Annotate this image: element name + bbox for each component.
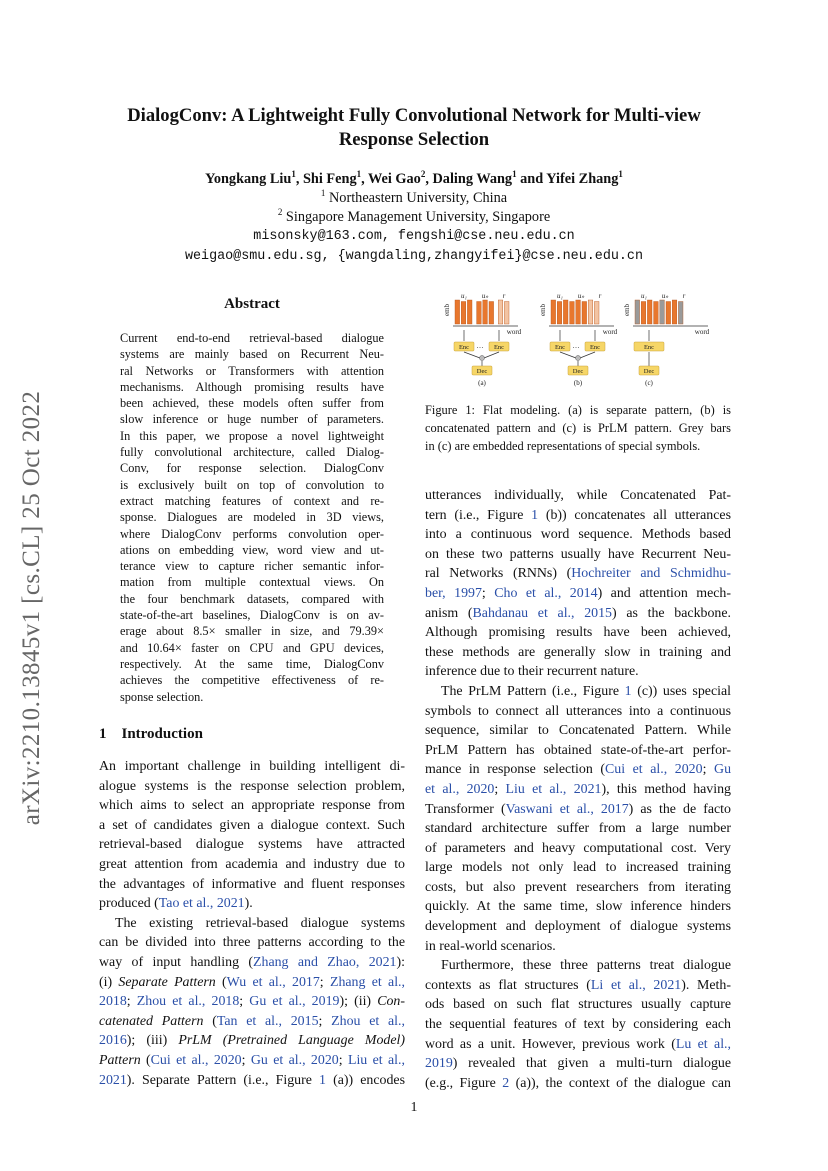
embedding-bar bbox=[647, 300, 652, 324]
paper-title bbox=[90, 104, 738, 152]
text-line bbox=[425, 506, 731, 526]
citation-link[interactable]: 1 bbox=[319, 1072, 326, 1088]
embedding-bar bbox=[489, 302, 494, 325]
citation-link[interactable]: Bahdanau et al., 2015 bbox=[472, 605, 612, 621]
embedding-bar bbox=[477, 302, 482, 325]
un-label: uₙ bbox=[481, 292, 489, 300]
section-title: Introduction bbox=[121, 726, 203, 742]
embedding-bar bbox=[641, 302, 646, 325]
text-run: way of input handling ( bbox=[99, 954, 254, 970]
author-list: Yongkang Liu$^1$, Shi Feng$^1$, Wei Gao$^2$, Daling Wang$^1$ and Yifei Zhang$^1$ bbox=[205, 169, 623, 187]
abstract-heading: Abstract bbox=[224, 296, 280, 312]
abstract-body bbox=[120, 330, 384, 705]
author-affiliation-mark: 2 bbox=[420, 169, 426, 179]
text-line bbox=[425, 956, 731, 976]
text-line bbox=[99, 1071, 405, 1091]
ellipsis: … bbox=[572, 342, 580, 350]
text-line bbox=[425, 721, 731, 741]
affiliation-2 bbox=[90, 207, 738, 227]
author-name: Yifei Zhang bbox=[546, 171, 619, 187]
citation-link[interactable]: Gu et al., 2019 bbox=[249, 994, 340, 1010]
text-run: mance in response selection ( bbox=[425, 762, 605, 778]
embedding-bar bbox=[594, 302, 599, 325]
text-run: ; bbox=[702, 762, 715, 778]
text-line bbox=[425, 525, 731, 545]
affiliation-text: Singapore Management University, Singapore bbox=[285, 209, 551, 225]
author bbox=[368, 171, 425, 187]
text-line bbox=[425, 780, 731, 800]
abstract-line: fully convolutional architecture, called Dialog- bbox=[120, 445, 384, 460]
text-line bbox=[99, 835, 405, 855]
author bbox=[432, 171, 516, 187]
citation-link[interactable]: 1 bbox=[624, 683, 632, 699]
author bbox=[546, 171, 623, 187]
text-run: utterances individually, while Concatenated Pat- bbox=[425, 488, 731, 503]
citation-link[interactable]: Cui et al., 2020 bbox=[604, 762, 703, 778]
italic-text: PrLM (Pretrained Language Model) bbox=[178, 1033, 406, 1049]
text-run: sequence, similar to Concatenated Pattern. While bbox=[425, 723, 731, 739]
italic-text: catenated Pattern bbox=[99, 1013, 204, 1029]
author bbox=[205, 171, 296, 187]
text-line bbox=[99, 914, 405, 934]
text-run: (a)), the context of the dialogue can bbox=[509, 1075, 732, 1091]
r-label: r bbox=[598, 292, 602, 300]
decoder-label: Dec bbox=[643, 368, 655, 375]
caption-line: in (c) are embedded representations of special symbols. bbox=[425, 439, 701, 453]
text-run: great attention from academia and industry due to bbox=[99, 856, 405, 872]
citation-link[interactable]: Li et al., 2021 bbox=[590, 977, 682, 993]
text-run: ); (ii) bbox=[339, 994, 378, 1010]
abstract-line: mation from multiple contextual views. On bbox=[120, 575, 384, 590]
text-line bbox=[425, 604, 731, 624]
encoder-label: Enc bbox=[493, 344, 505, 351]
text-run: ) revealed that given a multi-turn dialogue bbox=[452, 1056, 731, 1072]
text-run: ; bbox=[494, 781, 506, 797]
title-line: Response Selection bbox=[338, 129, 490, 150]
text-run: development and deployment of dialogue systems bbox=[425, 919, 731, 935]
text-line bbox=[425, 976, 731, 996]
text-line bbox=[99, 1051, 405, 1071]
ellipsis: … bbox=[476, 342, 484, 350]
abstract-line: the four benchmark datasets, compared with bbox=[120, 591, 384, 606]
word-axis-label: word bbox=[506, 328, 522, 336]
citation-link[interactable]: Wu et al., 2017 bbox=[226, 974, 320, 990]
text-run: ; bbox=[319, 974, 330, 990]
embedding-bar bbox=[582, 302, 587, 325]
abstract-line: sponse. Dialogues are modeled in 3D views, bbox=[120, 510, 384, 525]
text-run: anism ( bbox=[425, 605, 473, 621]
text-run: quickly. At the same time, slow inference hinders bbox=[425, 899, 731, 915]
arxiv-stamp-text: arXiv:2210.13845v1 [cs.CL] 25 Oct 2022 bbox=[18, 390, 45, 826]
text-run: ral Networks (RNNs) ( bbox=[425, 566, 572, 582]
text-run: retrieval-based dialogue systems have attracted bbox=[99, 837, 405, 853]
text-line bbox=[425, 839, 731, 859]
text-line bbox=[99, 816, 405, 836]
text-run: (e.g., Figure bbox=[425, 1075, 503, 1091]
text-line bbox=[99, 953, 405, 973]
text-line bbox=[425, 858, 731, 878]
text-line bbox=[99, 777, 405, 797]
author-name: Daling Wang bbox=[432, 171, 513, 187]
embedding-bar bbox=[483, 300, 488, 324]
citation-link[interactable]: Zhang et al., bbox=[329, 974, 406, 990]
un-label: uₙ bbox=[661, 292, 669, 300]
text-line bbox=[425, 995, 731, 1015]
figure-1-caption bbox=[425, 401, 731, 455]
text-line bbox=[425, 878, 731, 898]
text-line bbox=[425, 741, 731, 761]
email-line: misonsky@163.com, fengshi@cse.neu.edu.cn bbox=[253, 229, 575, 244]
abstract-line: achieves the competitive effectiveness of re- bbox=[120, 673, 384, 688]
embedding-bar bbox=[551, 300, 556, 324]
abstract-line: slow inference or huge number of parameters. bbox=[120, 412, 384, 427]
text-line bbox=[425, 643, 731, 663]
embedding-bar bbox=[461, 302, 466, 325]
text-run: ; bbox=[338, 1052, 348, 1068]
decoder-label: Dec bbox=[572, 368, 584, 375]
citation-link[interactable]: Lu et al., bbox=[675, 1036, 732, 1052]
text-run: ( bbox=[140, 1052, 151, 1068]
text-line bbox=[425, 760, 731, 780]
abstract-line: In this paper, we propose a novel lightweight bbox=[120, 428, 384, 443]
text-line bbox=[425, 800, 731, 820]
embedding-bar bbox=[576, 300, 581, 324]
citation-link[interactable]: Zhou et al., bbox=[331, 1013, 405, 1029]
citation-link[interactable]: Vaswani et al., 2017 bbox=[505, 801, 629, 817]
embedding-bar bbox=[666, 302, 671, 325]
merge-node bbox=[480, 356, 485, 361]
italic-text: Con- bbox=[377, 994, 405, 1010]
text-line bbox=[99, 757, 405, 777]
citation-link[interactable]: Tao et al., 2021 bbox=[158, 896, 245, 912]
r-label: r bbox=[682, 292, 686, 300]
text-run: (b)) concatenates all utterances bbox=[538, 507, 731, 523]
citation-link[interactable]: Tan et al., 2015 bbox=[216, 1013, 319, 1029]
subfigure-label: (c) bbox=[645, 379, 653, 387]
text-line bbox=[99, 973, 405, 993]
u1-label: u₁ bbox=[557, 292, 563, 300]
text-line bbox=[425, 1074, 731, 1094]
text-run: a set of candidates given a dialogue context. Such bbox=[99, 817, 405, 833]
text-run: Furthermore, these three patterns treat dialogue bbox=[441, 958, 731, 974]
text-run: contexts as flat structures ( bbox=[425, 977, 591, 993]
figure-1-flat-modeling bbox=[440, 290, 725, 388]
affiliation-text: Northeastern University, China bbox=[328, 190, 508, 206]
citation-link[interactable]: ber, 1997 bbox=[425, 585, 482, 601]
embedding-bar bbox=[570, 302, 575, 325]
citation-link[interactable]: Liu et al., 2021 bbox=[505, 781, 602, 797]
merge-node bbox=[576, 356, 581, 361]
text-line bbox=[99, 933, 405, 953]
text-run: Transformer ( bbox=[425, 801, 506, 817]
emb-label: emb bbox=[623, 303, 631, 317]
text-run: (a)) encodes bbox=[325, 1072, 405, 1088]
italic-text: Separate Pattern bbox=[118, 974, 216, 990]
text-run: inference due to their recurrent nature. bbox=[425, 664, 639, 680]
abstract-line: where DialogConv performs convolution oper- bbox=[120, 526, 384, 541]
author-name: Shi Feng bbox=[302, 171, 357, 187]
author-affiliation-mark: 1 bbox=[618, 169, 623, 179]
text-line bbox=[425, 937, 731, 957]
citation-link[interactable]: Zhou et al., 2018 bbox=[136, 994, 240, 1010]
text-line bbox=[425, 486, 731, 506]
abstract-line: extract matching features of context and re- bbox=[120, 493, 384, 508]
text-run: ; bbox=[239, 994, 250, 1010]
citation-link[interactable]: Liu et al., bbox=[347, 1052, 405, 1068]
text-line bbox=[425, 623, 731, 643]
decoder-label: Dec bbox=[476, 368, 488, 375]
text-run: symbols to connect all utterances into a continuous bbox=[425, 703, 731, 719]
title-line: DialogConv: A Lightweight Fully Convolutional Network for Multi-view bbox=[127, 105, 701, 126]
text-line bbox=[99, 992, 405, 1012]
abstract-line: respectively. At the same time, DialogConv bbox=[120, 656, 384, 671]
text-run: ( bbox=[215, 974, 227, 990]
text-run: (c)) uses special bbox=[631, 683, 732, 699]
text-run: The PrLM Pattern (i.e., Figure bbox=[441, 683, 625, 699]
text-run: ). bbox=[244, 896, 253, 912]
abstract-line: ral Networks or Transformers with attention bbox=[120, 363, 384, 378]
abstract-line: systems are mainly based on Recurrent Neu- bbox=[120, 347, 384, 362]
page-number: 1 bbox=[410, 1100, 418, 1115]
text-run: costs, but also prevent researchers from iterating bbox=[425, 879, 731, 895]
text-run: alogue systems is the response selection problem, bbox=[99, 778, 405, 794]
text-line bbox=[425, 662, 731, 682]
text-run: ; bbox=[481, 585, 495, 601]
text-run: large models not only lead to increased training bbox=[425, 860, 731, 876]
text-run: the advantages of informative and fluent responses bbox=[99, 876, 405, 892]
author-affiliation-mark: 1 bbox=[512, 169, 517, 179]
affiliation-number: 2 bbox=[277, 207, 283, 217]
caption-line: concatenated pattern and (c) is PrLM pattern. Grey bars bbox=[425, 421, 731, 435]
citation-link[interactable]: 2 bbox=[502, 1075, 510, 1091]
text-run: ), this method having bbox=[601, 781, 731, 797]
arrow-line bbox=[560, 352, 576, 358]
abstract-line: been achieved, these models often suffer from bbox=[120, 396, 384, 411]
embedding-bar bbox=[660, 300, 665, 324]
text-line bbox=[99, 894, 405, 914]
affiliation-1 bbox=[90, 188, 738, 208]
abstract-line: ations on embedding view, word view and ut- bbox=[120, 542, 384, 557]
text-run: standard architecture suffer from a large number bbox=[425, 821, 731, 837]
embedding-bar bbox=[563, 300, 568, 324]
text-run: (i) bbox=[99, 974, 119, 990]
citation-link[interactable]: Cho et al., 2014 bbox=[494, 585, 598, 601]
text-run: of parameters and heavy computational cost. Very bbox=[425, 840, 731, 856]
email-line: weigao@smu.edu.sg, {wangdaling,zhangyifei}@cse.neu.edu.cn bbox=[184, 249, 644, 264]
text-line bbox=[425, 1054, 731, 1074]
emb-label: emb bbox=[539, 303, 547, 317]
text-line bbox=[425, 819, 731, 839]
embedding-bar bbox=[672, 300, 677, 324]
encoder-label: Enc bbox=[554, 344, 566, 351]
citation-link[interactable]: Cui et al., 2020 bbox=[150, 1052, 242, 1068]
section-number: 1 bbox=[99, 726, 107, 742]
author-affiliation-mark: 1 bbox=[356, 169, 362, 179]
citation-link[interactable]: Gu et al., 2020 bbox=[250, 1052, 339, 1068]
encoder-label: Enc bbox=[589, 344, 601, 351]
text-run: ): bbox=[396, 954, 405, 970]
citation-link[interactable]: 2018 bbox=[99, 994, 127, 1010]
citation-link[interactable]: 2016 bbox=[99, 1033, 127, 1049]
italic-text: Pattern bbox=[99, 1052, 141, 1068]
text-line bbox=[99, 855, 405, 875]
arrow-line bbox=[464, 352, 480, 358]
text-run: The existing retrieval-based dialogue systems bbox=[115, 915, 405, 931]
abstract-line: mechanisms. Although promising results have bbox=[120, 379, 384, 394]
r-label: r bbox=[502, 292, 506, 300]
text-run: tern (i.e., Figure bbox=[425, 507, 532, 523]
subfigure-label: (a) bbox=[478, 379, 486, 387]
embedding-bar bbox=[504, 302, 509, 325]
text-run: can be divided into three patterns according to the bbox=[99, 935, 405, 951]
abstract-line: Current end-to-end retrieval-based dialogue bbox=[120, 331, 384, 345]
left-column-text bbox=[99, 757, 405, 1090]
author-name: Wei Gao bbox=[368, 171, 421, 187]
citation-link[interactable]: et al., 2020 bbox=[425, 781, 495, 797]
text-run: ( bbox=[203, 1013, 217, 1029]
text-line bbox=[99, 875, 405, 895]
subfigure-label: (b) bbox=[573, 379, 583, 387]
citation-link[interactable]: 1 bbox=[531, 507, 539, 523]
text-line bbox=[425, 545, 731, 565]
text-run: ) and attention mech- bbox=[597, 585, 731, 601]
text-run: ). Separate Pattern (i.e., Figure bbox=[126, 1072, 319, 1088]
encoder-label: Enc bbox=[643, 344, 655, 351]
embedding-bar bbox=[678, 302, 683, 325]
text-run: ); (iii) bbox=[126, 1033, 179, 1049]
citation-link[interactable]: 2019 bbox=[425, 1056, 453, 1072]
embedding-bar bbox=[654, 302, 659, 325]
author bbox=[303, 171, 361, 187]
citation-link[interactable]: Zhang and Zhao, 2021 bbox=[253, 954, 397, 970]
author-name: Yongkang Liu bbox=[205, 171, 292, 187]
text-run: ) as the de facto bbox=[628, 801, 731, 817]
text-line bbox=[425, 584, 731, 604]
text-run: these methods are generally slow in training and bbox=[425, 644, 731, 660]
arxiv-stamp bbox=[12, 368, 52, 848]
word-axis-label: word bbox=[602, 328, 618, 336]
text-line bbox=[425, 917, 731, 937]
text-run: word as a unit. However, previous work ( bbox=[425, 1036, 676, 1052]
embedding-bar bbox=[557, 302, 562, 325]
citation-link[interactable]: 2021 bbox=[99, 1072, 127, 1088]
citation-link[interactable]: Hochreiter and Schmidhu- bbox=[571, 566, 731, 582]
abstract-line: terance view to capture richer semantic infor- bbox=[120, 559, 384, 574]
text-line bbox=[425, 1015, 731, 1035]
u1-label: u₁ bbox=[461, 292, 467, 300]
arrow-line bbox=[484, 352, 499, 358]
abstract-line: erage about 8.5× smaller in size, and 79.39× bbox=[120, 624, 384, 639]
text-run: ; bbox=[241, 1052, 251, 1068]
emb-label: emb bbox=[443, 303, 451, 317]
embedding-bar bbox=[455, 300, 460, 324]
embedding-bar bbox=[498, 300, 503, 324]
abstract-line: is exclusively built on top of convolution to bbox=[120, 477, 384, 492]
text-line bbox=[99, 796, 405, 816]
text-run: which aims to select an appropriate response from bbox=[99, 798, 405, 814]
text-run: the sequential features of text by considering each bbox=[425, 1017, 731, 1033]
word-axis-label: word bbox=[694, 328, 710, 336]
text-run: ) as the backbone. bbox=[612, 605, 732, 621]
abstract-line: Conv, for response selection. DialogConv bbox=[120, 461, 384, 476]
text-line bbox=[99, 1031, 405, 1051]
author-affiliation-mark: 1 bbox=[291, 169, 296, 179]
text-run: ). Meth- bbox=[681, 977, 731, 993]
right-column-text bbox=[425, 486, 731, 1093]
text-line bbox=[425, 1035, 731, 1055]
text-run: ods based on such flat structures usually capture bbox=[425, 997, 731, 1013]
text-run: ; bbox=[126, 994, 137, 1010]
text-run: on these two patterns usually have Recurrent Neu- bbox=[425, 546, 731, 562]
text-run: Although promising results have been achieved, bbox=[425, 625, 731, 641]
un-label: uₙ bbox=[577, 292, 585, 300]
text-run: into a continuous word sequence. Methods based bbox=[425, 527, 731, 543]
text-line bbox=[425, 897, 731, 917]
u1-label: u₁ bbox=[641, 292, 647, 300]
encoder-label: Enc bbox=[458, 344, 470, 351]
text-line bbox=[425, 682, 731, 702]
abstract-line: sponse selection. bbox=[120, 689, 204, 704]
citation-link[interactable]: Gu bbox=[714, 762, 732, 778]
text-line bbox=[425, 564, 731, 584]
text-run: produced ( bbox=[99, 896, 159, 912]
text-line bbox=[99, 1012, 405, 1032]
abstract-line: state-of-the-art baselines, DialogConv is on av- bbox=[120, 608, 384, 623]
affiliation-number: 1 bbox=[320, 188, 326, 198]
embedding-bar bbox=[635, 300, 640, 324]
text-line bbox=[425, 702, 731, 722]
abstract-line: and 10.64× faster on CPU and GPU devices, bbox=[120, 640, 384, 655]
embedding-bar bbox=[588, 300, 593, 324]
text-run: ; bbox=[318, 1013, 332, 1029]
arrow-line bbox=[580, 352, 595, 358]
embedding-bar bbox=[467, 300, 472, 324]
text-run: PrLM Pattern has obtained state-of-the-art perfor- bbox=[425, 742, 731, 758]
text-run: An important challenge in building intelligent di- bbox=[99, 759, 405, 774]
text-run: in real-world scenarios. bbox=[425, 938, 556, 954]
caption-line: Figure 1: Flat modeling. (a) is separate pattern, (b) is bbox=[425, 403, 731, 417]
section-heading bbox=[99, 726, 203, 743]
